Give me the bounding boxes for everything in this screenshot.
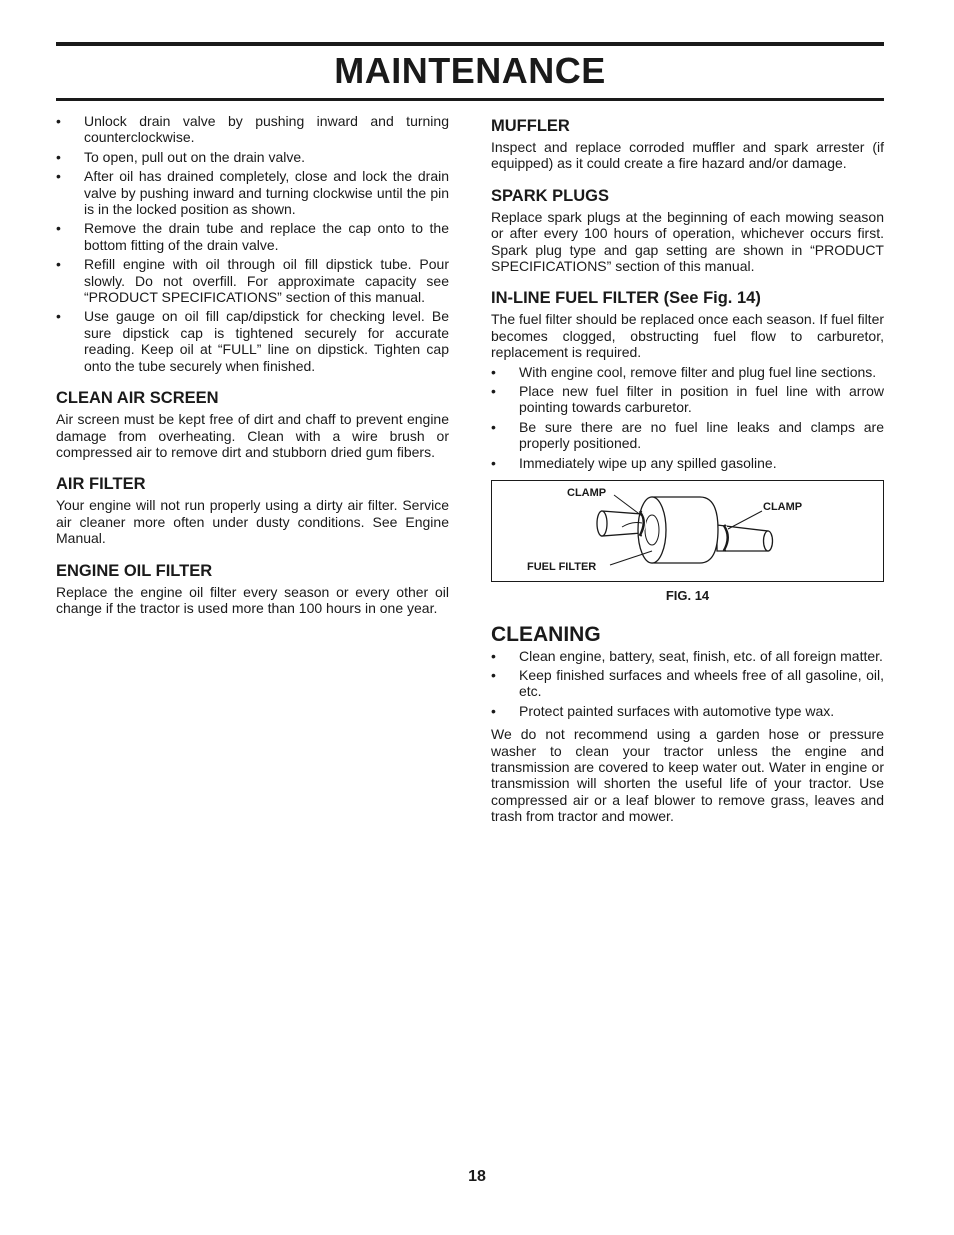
list-item: • Keep finished surfaces and wheels free of all gasoline, oil, etc. — [491, 667, 884, 700]
spark-plugs-heading: SPARK PLUGS — [491, 186, 609, 205]
left-column — [56, 113, 449, 616]
list-item: • With engine cool, remove filter and plug fuel line sections. — [491, 364, 884, 380]
fuel-filter-heading: IN-LINE FUEL FILTER (See Fig. 14) — [491, 289, 761, 308]
cleaning-text: We do not recommend using a garden hose or pressure washer to clean your tractor unless the engine and transmission are covered to keep water out. Water in engine or transmission will shorten the useful life of your tractor. Use compressed air or a leaf blower to remove grass, leaves and trash from tractor and mower. — [491, 726, 884, 825]
fuel-filter-label: FUEL FILTER — [527, 561, 597, 574]
spark-plugs-text: Replace spark plugs at the beginning of each mowing season or after every 100 hours of operation, whichever occurs first. Spark plug type and gap setting are shown in “PRODUCT SPECIFICATIONS” section of this manual. — [491, 208, 884, 275]
clamp-label-left: CLAMP — [567, 487, 607, 500]
list-item: • To open, pull out on the drain valve. — [56, 149, 449, 165]
clean-air-screen-text: Air screen must be kept free of dirt and chaff to prevent engine damage from overheating. Clean with a wire brush or compressed air to remove dirt and stubborn dried gum fibers. — [56, 411, 449, 460]
page-title: MAINTENANCE — [334, 50, 606, 91]
list-item: • Remove the drain tube and replace the cap onto to the bottom fitting of the drain valve. — [56, 220, 449, 253]
fuel-filter-steps — [491, 364, 884, 471]
engine-oil-filter-heading: ENGINE OIL FILTER — [56, 561, 213, 580]
list-item: • Immediately wipe up any spilled gasoline. — [491, 455, 884, 471]
list-item: • Use gauge on oil fill cap/dipstick for checking level. Be sure dipstick cap is tightened securely for accurate reading. Keep oil at “FULL” line on dipstick. Tighten cap onto the tube securely when finished. — [56, 308, 449, 374]
list-item: • After oil has drained completely, close and lock the drain valve by pushing inward and turning clockwise until the pin is in the locked position as shown. — [56, 168, 449, 217]
muffler-text: Inspect and replace corroded muffler and spark arrester (if equipped) as it could create a fire hazard and/or damage. — [491, 139, 884, 172]
right-column — [491, 113, 884, 825]
list-item: • Refill engine with oil through oil fill dipstick tube. Pour slowly. Do not overfill. For approximate capacity see “PRODUCT SPECIFICATIONS” section of this manual. — [56, 256, 449, 305]
air-filter-heading: AIR FILTER — [56, 475, 146, 494]
fuel-filter-text: The fuel filter should be replaced once each season. If fuel filter becomes clogged, obstructing fuel flow to carburetor, replacement is required. — [491, 311, 885, 361]
clean-air-screen-heading: CLEAN AIR SCREEN — [56, 389, 219, 408]
oil-change-steps — [56, 113, 449, 374]
page-number: 18 — [468, 1168, 486, 1185]
list-item: • Protect painted surfaces with automotive type wax. — [491, 703, 884, 719]
list-item: • Unlock drain valve by pushing inward and turning counterclockwise. — [56, 113, 449, 146]
list-item: • Clean engine, battery, seat, finish, etc. of all foreign matter. — [491, 648, 884, 664]
list-item: • Be sure there are no fuel line leaks and clamps are properly positioned. — [491, 419, 884, 452]
header-rule-top — [56, 42, 884, 46]
figure-caption: FIG. 14 — [665, 588, 710, 604]
cleaning-steps — [491, 648, 884, 720]
engine-oil-filter-text: Replace the engine oil filter every season or every other oil change if the tractor is used more than 100 hours in one year. — [56, 583, 449, 616]
header-rule-bottom — [56, 98, 884, 101]
clamp-label-right: CLAMP — [763, 501, 803, 514]
list-item: • Place new fuel filter in position in fuel line with arrow pointing towards carburetor. — [491, 383, 884, 416]
cleaning-heading: CLEANING — [491, 622, 601, 646]
muffler-heading: MUFFLER — [491, 117, 570, 135]
fuel-filter-figure — [491, 480, 884, 582]
air-filter-text: Your engine will not run properly using a dirty air filter. Service air cleaner more often under dusty conditions. See Engine Manual. — [56, 497, 449, 547]
